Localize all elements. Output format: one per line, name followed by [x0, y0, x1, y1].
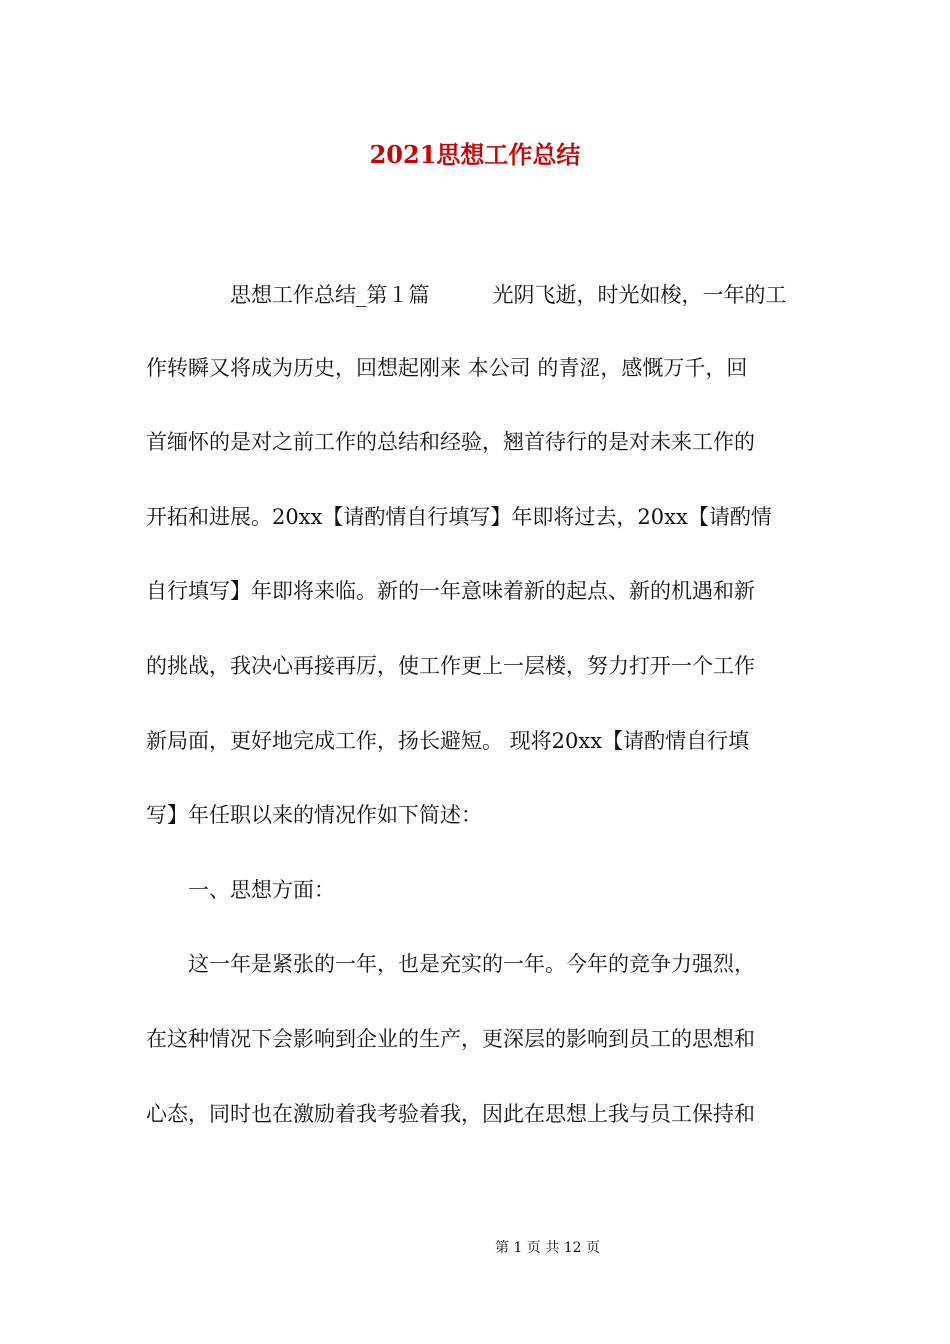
- body-line: 开拓和进展。20xx【请酌情自行填写】年即将过去，20xx【请酌情: [146, 505, 772, 529]
- body-line: 思想工作总结_第１篇 光阴飞逝，时光如梭，一年的工: [146, 283, 787, 307]
- body-line: 首缅怀的是对之前工作的总结和经验，翘首待行的是对未来工作的: [146, 430, 755, 454]
- page-number-footer: 第 1 页 共 12 页: [495, 1240, 600, 1256]
- body-line: 写】年任职以来的情况作如下简述：: [146, 803, 482, 827]
- body-line: 作转瞬又将成为历史，回想起刚来 本公司 的青涩，感慨万千，回: [146, 356, 748, 380]
- body-line: 新局面，更好地完成工作，扬长避短。 现将20xx【请酌情自行填: [146, 729, 750, 753]
- body-line: 心态，同时也在激励着我考验着我，因此在思想上我与员工保持和: [146, 1102, 755, 1126]
- document-title: 2021思想工作总结: [369, 140, 581, 169]
- body-line: 在这种情况下会影响到企业的生产，更深层的影响到员工的思想和: [146, 1027, 755, 1051]
- body-line: 这一年是紧张的一年，也是充实的一年。今年的竞争力强烈，: [146, 952, 755, 976]
- body-line: 自行填写】年即将来临。新的一年意味着新的起点、新的机遇和新: [146, 579, 755, 603]
- section-heading: 一、思想方面：: [146, 878, 335, 902]
- body-line: 的挑战，我决心再接再厉，使工作更上一层楼，努力打开一个工作: [146, 654, 755, 678]
